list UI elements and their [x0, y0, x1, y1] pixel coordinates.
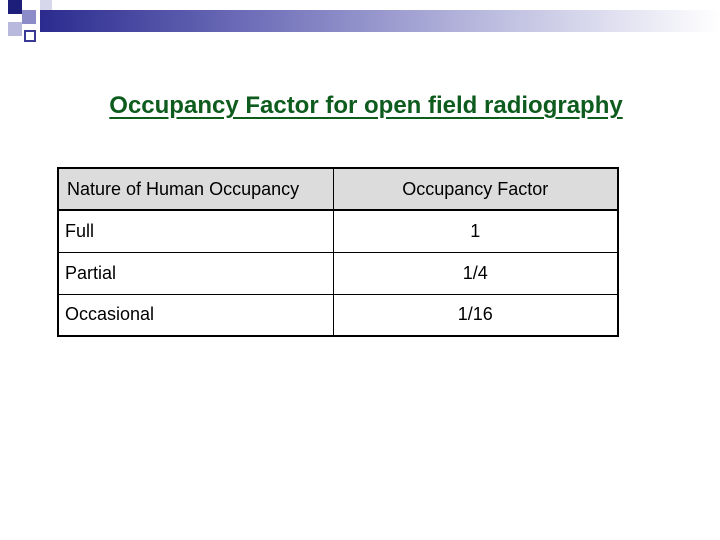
- decorative-square: [8, 22, 22, 36]
- table-row: [58, 252, 618, 294]
- table-cell-factor: 1/4: [333, 252, 618, 294]
- table-cell-occupancy: Occasional: [58, 294, 333, 336]
- decorative-square: [40, 0, 52, 10]
- decorative-square: [22, 10, 36, 24]
- table-header-cell: Nature of Human Occupancy: [58, 168, 333, 210]
- table-header-cell: Occupancy Factor: [333, 168, 618, 210]
- table-header-row: [58, 168, 618, 210]
- occupancy-table: [57, 167, 619, 337]
- table-row: [58, 294, 618, 336]
- decorative-header-band: [0, 0, 720, 50]
- table-row: [58, 210, 618, 252]
- table-cell-occupancy: Partial: [58, 252, 333, 294]
- decorative-square: [24, 30, 36, 42]
- decorative-square: [8, 0, 22, 14]
- table-cell-factor: 1: [333, 210, 618, 252]
- slide-title: Occupancy Factor for open field radiography: [109, 92, 623, 119]
- table-cell-occupancy: Full: [58, 210, 333, 252]
- table-cell-factor: 1/16: [333, 294, 618, 336]
- header-gradient-bar: [40, 10, 720, 32]
